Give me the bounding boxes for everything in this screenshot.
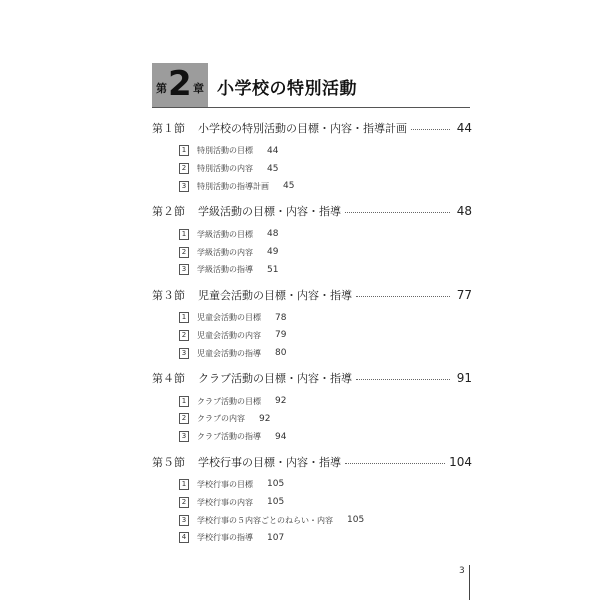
item-page-number: 92 <box>275 396 287 407</box>
dot-leader <box>345 462 445 464</box>
section-item-list <box>152 392 472 445</box>
item-title: クラブ活動の目標 <box>197 396 261 406</box>
item-page-number: 105 <box>347 515 365 526</box>
item-title: 学級活動の指導 <box>197 265 253 275</box>
section-page-number: 91 <box>456 371 472 386</box>
toc-section-row <box>152 368 472 388</box>
toc-item <box>152 178 472 196</box>
toc-item <box>152 142 472 160</box>
toc-item <box>152 511 472 529</box>
item-number-box: 2 <box>179 330 189 341</box>
item-page-number: 92 <box>259 413 271 424</box>
toc-section-row <box>152 285 472 305</box>
toc-item <box>152 529 472 547</box>
toc-item <box>152 476 472 494</box>
item-page-number: 49 <box>267 247 279 258</box>
item-page-number: 105 <box>267 497 285 508</box>
section-title: クラブ活動の目標・内容・指導 <box>198 372 352 386</box>
section-title: 小学校の特別活動の目標・内容・指導計画 <box>198 122 407 135</box>
dot-leader <box>356 378 450 380</box>
section-page-number: 44 <box>456 121 472 135</box>
toc-item <box>152 261 472 279</box>
toc-section-row <box>152 118 472 138</box>
dot-leader <box>356 295 450 297</box>
item-title: 特別活動の内容 <box>197 164 253 174</box>
toc-section-row <box>152 201 472 221</box>
item-number-box: 1 <box>179 312 189 323</box>
item-number-box: 1 <box>179 229 189 240</box>
item-page-number: 51 <box>267 264 279 275</box>
item-number-box: 3 <box>179 348 189 359</box>
item-title: 学校行事の指導 <box>197 533 253 543</box>
item-number-box: 4 <box>179 532 189 543</box>
section-title: 児童会活動の目標・内容・指導 <box>198 288 352 302</box>
section-title: 学級活動の目標・内容・指導 <box>198 205 341 219</box>
item-number-box: 2 <box>179 413 189 424</box>
toc-section-row <box>152 452 472 472</box>
toc-item <box>152 243 472 261</box>
page-number: 3 <box>459 566 465 576</box>
section-title: 学校行事の目標・内容・指導 <box>198 455 341 469</box>
section-item-list <box>152 309 472 362</box>
dot-leader <box>411 128 450 130</box>
section-label: 第５節 <box>152 455 185 469</box>
item-title: 学校行事の５内容ごとのねらい・内容 <box>197 515 333 525</box>
toc-item <box>152 392 472 410</box>
item-title: クラブ活動の指導 <box>197 432 261 442</box>
toc-item <box>152 344 472 362</box>
item-number-box: 3 <box>179 181 189 192</box>
toc-item <box>152 428 472 446</box>
item-title: 学級活動の内容 <box>197 247 253 257</box>
footer-divider <box>469 565 470 600</box>
item-page-number: 45 <box>283 181 295 192</box>
item-title: 学級活動の目標 <box>197 229 253 239</box>
chapter-number: 2 <box>168 64 192 104</box>
item-page-number: 79 <box>275 330 287 341</box>
item-page-number: 48 <box>267 229 279 240</box>
chapter-suffix: 章 <box>193 82 204 95</box>
item-number-box: 3 <box>179 431 189 442</box>
item-page-number: 107 <box>267 532 285 543</box>
chapter-number-box <box>152 63 208 107</box>
item-title: 学校行事の内容 <box>197 497 253 507</box>
section-item-list <box>152 225 472 278</box>
table-of-contents <box>152 118 472 553</box>
toc-item <box>152 160 472 178</box>
title-divider <box>152 107 470 108</box>
section-page-number: 48 <box>456 204 472 219</box>
chapter-prefix: 第 <box>156 82 167 95</box>
item-title: 児童会活動の指導 <box>197 348 261 358</box>
item-title: 特別活動の指導計画 <box>197 181 269 191</box>
item-page-number: 94 <box>275 431 287 442</box>
item-page-number: 44 <box>267 145 279 156</box>
toc-item <box>152 493 472 511</box>
section-label: 第１節 <box>152 122 185 135</box>
chapter-title: 小学校の特別活動 <box>217 79 357 99</box>
item-title: 児童会活動の内容 <box>197 330 261 340</box>
toc-item <box>152 225 472 243</box>
item-number-box: 1 <box>179 479 189 490</box>
section-label: 第３節 <box>152 288 185 302</box>
item-page-number: 105 <box>267 479 285 490</box>
item-title: 児童会活動の目標 <box>197 313 261 323</box>
item-title: 特別活動の目標 <box>197 146 253 156</box>
item-number-box: 1 <box>179 145 189 156</box>
dot-leader <box>345 211 450 213</box>
item-number-box: 1 <box>179 396 189 407</box>
item-title: 学校行事の目標 <box>197 479 253 489</box>
section-page-number: 77 <box>456 287 472 302</box>
toc-item <box>152 309 472 327</box>
item-title: クラブの内容 <box>197 414 245 424</box>
item-number-box: 2 <box>179 163 189 174</box>
section-page-number: 104 <box>449 454 472 469</box>
section-label: 第４節 <box>152 372 185 386</box>
item-number-box: 2 <box>179 497 189 508</box>
item-number-box: 3 <box>179 264 189 275</box>
section-item-list <box>152 142 472 195</box>
item-number-box: 2 <box>179 247 189 258</box>
section-label: 第２節 <box>152 205 185 219</box>
toc-item <box>152 410 472 428</box>
toc-item <box>152 327 472 345</box>
item-page-number: 78 <box>275 312 287 323</box>
item-page-number: 45 <box>267 163 279 174</box>
section-item-list <box>152 476 472 547</box>
item-page-number: 80 <box>275 348 287 359</box>
item-number-box: 3 <box>179 515 189 526</box>
